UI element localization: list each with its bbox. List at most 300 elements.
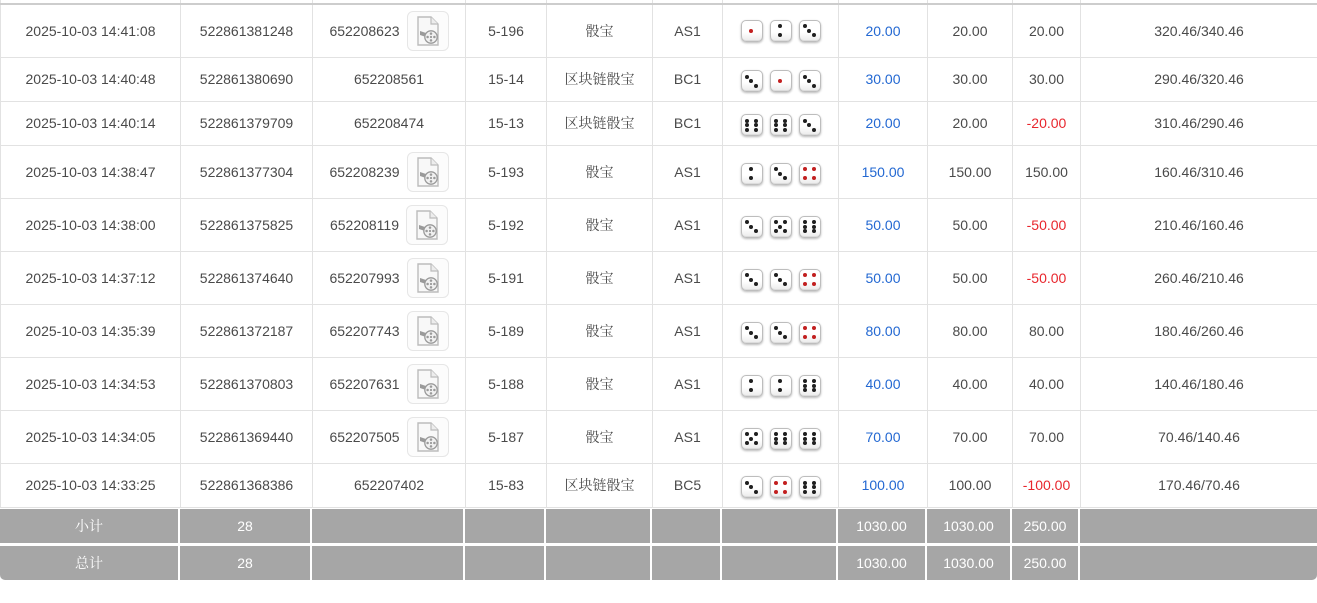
win-loss-cell: 40.00 — [1013, 357, 1081, 410]
die-pip — [745, 326, 749, 330]
round-cell — [313, 410, 466, 463]
die-face-4 — [799, 322, 821, 344]
game-name-cell: 骰宝 — [547, 304, 653, 357]
dice-result-cell — [723, 251, 839, 304]
die-face-6 — [799, 375, 821, 397]
footer-bet-total: 1030.00 — [838, 546, 927, 580]
round-number: 652207631 — [329, 375, 400, 392]
die-pip — [803, 119, 807, 123]
dice-group — [741, 114, 821, 136]
die-pip — [783, 481, 787, 485]
film-icon — [415, 157, 441, 187]
bet-amount-link[interactable]: 30.00 — [865, 71, 901, 87]
die-pip — [812, 229, 816, 233]
die-pip — [749, 485, 753, 489]
win-loss-cell: 30.00 — [1013, 57, 1081, 101]
die-pip — [812, 220, 816, 224]
bet-amount-link[interactable]: 50.00 — [865, 216, 901, 233]
period-cell: 15-14 — [466, 57, 547, 101]
bet-amount-cell — [839, 57, 928, 101]
die-face-6 — [741, 114, 763, 136]
dice-result-cell — [723, 57, 839, 101]
game-name-cell: 骰宝 — [547, 198, 653, 251]
round-cell — [313, 101, 466, 145]
video-replay-button[interactable] — [407, 417, 449, 457]
footer-count: 28 — [180, 546, 312, 580]
dice-group — [741, 375, 821, 397]
game-name-cell: 骰宝 — [547, 357, 653, 410]
bet-amount-link[interactable]: 80.00 — [865, 322, 901, 339]
period-cell: 5-193 — [466, 145, 547, 198]
footer-winloss-total: 250.00 — [1012, 509, 1080, 543]
round-content — [329, 152, 448, 192]
die-face-6 — [770, 114, 792, 136]
video-replay-button[interactable] — [407, 258, 449, 298]
die-pip — [749, 167, 753, 171]
period-cell: 5-189 — [466, 304, 547, 357]
die-pip — [749, 331, 753, 335]
video-replay-button[interactable] — [407, 152, 449, 192]
video-replay-button[interactable] — [406, 205, 448, 245]
dice-group — [741, 428, 821, 450]
round-content — [329, 417, 448, 457]
period-cell: 5-196 — [466, 4, 547, 57]
die-pip — [783, 119, 787, 123]
period-cell: 5-192 — [466, 198, 547, 251]
die-pip — [754, 128, 758, 132]
bet-id-cell: 522861372187 — [181, 304, 313, 357]
die-pip — [783, 282, 787, 286]
balance-cell: 260.46/210.46 — [1081, 251, 1317, 304]
record-row — [1, 4, 1317, 57]
die-pip — [783, 490, 787, 494]
die-pip — [812, 379, 816, 383]
table-code-cell: BC5 — [653, 463, 723, 507]
balance-cell: 320.46/340.46 — [1081, 4, 1317, 57]
bet-id-cell: 522861377304 — [181, 145, 313, 198]
round-cell — [313, 57, 466, 101]
die-face-3 — [741, 476, 763, 498]
film-icon — [415, 263, 441, 293]
die-pip — [749, 176, 753, 180]
die-pip — [803, 176, 807, 180]
die-face-3 — [741, 269, 763, 291]
footer-empty — [546, 509, 652, 543]
die-pip — [803, 273, 807, 277]
bet-time-cell: 2025-10-03 14:38:00 — [1, 198, 181, 251]
valid-amount-cell: 50.00 — [928, 251, 1013, 304]
win-loss-cell: 80.00 — [1013, 304, 1081, 357]
die-pip — [803, 326, 807, 330]
bet-amount-link[interactable]: 150.00 — [861, 163, 905, 180]
table-code-cell: AS1 — [653, 410, 723, 463]
bet-amount-cell — [839, 198, 928, 251]
total-row — [0, 546, 1317, 580]
round-number: 652208474 — [353, 115, 425, 131]
valid-amount-cell: 100.00 — [928, 463, 1013, 507]
die-pip — [807, 123, 811, 127]
die-pip — [745, 128, 749, 132]
die-pip — [754, 432, 758, 436]
bet-amount-link[interactable]: 40.00 — [865, 375, 901, 392]
die-pip — [783, 220, 787, 224]
die-face-6 — [799, 476, 821, 498]
die-pip — [803, 485, 807, 489]
dice-result-cell — [723, 198, 839, 251]
record-row — [1, 463, 1317, 507]
die-face-3 — [799, 20, 821, 42]
die-face-6 — [799, 216, 821, 238]
balance-cell: 170.46/70.46 — [1081, 463, 1317, 507]
die-face-6 — [799, 428, 821, 450]
die-pip — [803, 229, 807, 233]
round-cell — [313, 145, 466, 198]
table-code-cell: BC1 — [653, 57, 723, 101]
dice-result-cell — [723, 304, 839, 357]
die-pip — [807, 29, 811, 33]
die-pip — [783, 432, 787, 436]
video-replay-button[interactable] — [407, 364, 449, 404]
die-pip — [754, 123, 758, 127]
die-pip — [783, 441, 787, 445]
die-face-3 — [741, 70, 763, 92]
bet-id-cell: 522861380690 — [181, 57, 313, 101]
film-icon — [414, 210, 440, 240]
dice-result-cell — [723, 463, 839, 507]
footer-bet-total: 1030.00 — [838, 509, 927, 543]
win-loss-cell: 150.00 — [1013, 145, 1081, 198]
die-pip — [774, 490, 778, 494]
game-name-cell: 区块链骰宝 — [547, 57, 653, 101]
die-pip — [812, 282, 816, 286]
die-pip — [749, 79, 753, 83]
die-pip — [774, 481, 778, 485]
bet-id-cell: 522861369440 — [181, 410, 313, 463]
die-pip — [749, 437, 753, 441]
die-pip — [754, 490, 758, 494]
round-number: 652207505 — [329, 428, 400, 445]
die-pip — [803, 490, 807, 494]
die-pip — [745, 75, 749, 79]
valid-amount-cell: 30.00 — [928, 57, 1013, 101]
bet-amount-cell — [839, 410, 928, 463]
die-pip — [812, 167, 816, 171]
die-pip — [745, 432, 749, 436]
dice-result-cell — [723, 357, 839, 410]
die-pip — [774, 326, 778, 330]
die-pip — [778, 172, 782, 176]
die-pip — [783, 335, 787, 339]
bet-amount-link[interactable]: 50.00 — [865, 269, 901, 286]
film-icon — [415, 316, 441, 346]
die-face-1 — [770, 70, 792, 92]
round-cell — [313, 198, 466, 251]
die-pip — [812, 84, 816, 88]
die-pip — [745, 123, 749, 127]
round-cell — [313, 304, 466, 357]
bet-id-cell: 522861370803 — [181, 357, 313, 410]
die-pip — [745, 273, 749, 277]
die-face-5 — [741, 428, 763, 450]
die-pip — [803, 384, 807, 388]
die-pip — [783, 176, 787, 180]
die-pip — [803, 481, 807, 485]
die-face-5 — [770, 216, 792, 238]
die-pip — [803, 220, 807, 224]
round-number: 652207402 — [353, 477, 425, 493]
round-content — [329, 311, 448, 351]
footer-empty — [465, 546, 546, 580]
record-row — [1, 145, 1317, 198]
footer-label: 小计 — [0, 509, 180, 543]
round-number: 652208561 — [353, 71, 425, 87]
valid-amount-cell: 50.00 — [928, 198, 1013, 251]
subtotal-row — [0, 509, 1317, 543]
footer-empty — [312, 509, 465, 543]
bet-amount-cell — [839, 251, 928, 304]
die-face-2 — [770, 20, 792, 42]
die-face-3 — [770, 163, 792, 185]
die-pip — [783, 128, 787, 132]
die-pip — [774, 229, 778, 233]
die-face-2 — [741, 163, 763, 185]
die-pip — [745, 119, 749, 123]
footer-empty — [652, 546, 722, 580]
die-pip — [812, 485, 816, 489]
die-pip — [774, 167, 778, 171]
balance-cell: 160.46/310.46 — [1081, 145, 1317, 198]
die-pip — [774, 441, 778, 445]
balance-cell: 310.46/290.46 — [1081, 101, 1317, 145]
balance-cell: 210.46/160.46 — [1081, 198, 1317, 251]
die-pip — [749, 278, 753, 282]
die-face-4 — [799, 163, 821, 185]
round-number: 652207743 — [329, 322, 400, 339]
win-loss-cell: -20.00 — [1013, 101, 1081, 145]
die-pip — [812, 437, 816, 441]
die-pip — [774, 128, 778, 132]
die-pip — [778, 278, 782, 282]
valid-amount-cell: 40.00 — [928, 357, 1013, 410]
round-cell — [313, 357, 466, 410]
dice-group — [741, 322, 821, 344]
video-replay-button[interactable] — [407, 11, 449, 51]
bet-amount-cell — [839, 357, 928, 410]
win-loss-cell: 70.00 — [1013, 410, 1081, 463]
die-face-3 — [799, 114, 821, 136]
die-face-3 — [799, 70, 821, 92]
period-cell: 5-187 — [466, 410, 547, 463]
bet-time-cell: 2025-10-03 14:34:05 — [1, 410, 181, 463]
valid-amount-cell: 20.00 — [928, 4, 1013, 57]
round-number: 652208623 — [329, 22, 400, 39]
die-pip — [812, 225, 816, 229]
footer-empty — [652, 509, 722, 543]
bet-amount-link[interactable]: 70.00 — [865, 428, 901, 445]
die-face-3 — [770, 269, 792, 291]
footer-winloss-total: 250.00 — [1012, 546, 1080, 580]
die-face-6 — [770, 428, 792, 450]
die-pip — [803, 441, 807, 445]
die-pip — [749, 388, 753, 392]
bet-id-cell: 522861379709 — [181, 101, 313, 145]
die-face-3 — [741, 216, 763, 238]
bet-time-cell: 2025-10-03 14:35:39 — [1, 304, 181, 357]
game-name-cell: 区块链骰宝 — [547, 101, 653, 145]
dice-result-cell — [723, 4, 839, 57]
valid-amount-cell: 20.00 — [928, 101, 1013, 145]
die-pip — [778, 33, 782, 37]
die-pip — [803, 335, 807, 339]
die-pip — [774, 437, 778, 441]
bet-amount-link[interactable]: 20.00 — [865, 22, 901, 39]
die-pip — [812, 432, 816, 436]
table-code-cell: BC1 — [653, 101, 723, 145]
round-content — [329, 258, 448, 298]
balance-cell: 180.46/260.46 — [1081, 304, 1317, 357]
die-pip — [783, 437, 787, 441]
bet-amount-link[interactable]: 20.00 — [865, 115, 901, 131]
footer-empty — [722, 546, 838, 580]
die-pip — [754, 441, 758, 445]
footer-valid-total: 1030.00 — [927, 546, 1012, 580]
bet-amount-cell — [839, 4, 928, 57]
die-pip — [807, 79, 811, 83]
balance-cell: 70.46/140.46 — [1081, 410, 1317, 463]
bet-id-cell: 522861381248 — [181, 4, 313, 57]
bet-id-cell: 522861374640 — [181, 251, 313, 304]
record-row — [1, 198, 1317, 251]
record-row — [1, 357, 1317, 410]
balance-cell: 140.46/180.46 — [1081, 357, 1317, 410]
die-pip — [812, 490, 816, 494]
record-row — [1, 251, 1317, 304]
die-pip — [812, 176, 816, 180]
die-pip — [803, 75, 807, 79]
die-pip — [778, 225, 782, 229]
round-number: 652208119 — [329, 216, 400, 233]
footer-label: 总计 — [0, 546, 180, 580]
game-name-cell: 骰宝 — [547, 4, 653, 57]
die-pip — [812, 326, 816, 330]
record-row — [1, 57, 1317, 101]
bet-time-cell: 2025-10-03 14:34:53 — [1, 357, 181, 410]
bet-time-cell: 2025-10-03 14:41:08 — [1, 4, 181, 57]
die-pip — [774, 220, 778, 224]
footer-empty — [312, 546, 465, 580]
die-face-2 — [741, 375, 763, 397]
die-pip — [803, 225, 807, 229]
round-content — [330, 205, 448, 245]
bet-amount-cell — [839, 463, 928, 507]
records-table-body — [1, 0, 1317, 507]
round-content — [329, 11, 448, 51]
table-code-cell: AS1 — [653, 4, 723, 57]
die-pip — [754, 282, 758, 286]
bet-amount-cell — [839, 304, 928, 357]
die-face-3 — [741, 322, 763, 344]
die-pip — [754, 84, 758, 88]
die-pip — [754, 229, 758, 233]
summary-footer — [0, 509, 1317, 580]
record-row — [1, 304, 1317, 357]
round-content — [354, 477, 424, 493]
footer-valid-total: 1030.00 — [927, 509, 1012, 543]
die-pip — [778, 79, 782, 83]
die-pip — [812, 441, 816, 445]
die-pip — [774, 123, 778, 127]
record-row — [1, 101, 1317, 145]
die-pip — [749, 225, 753, 229]
balance-cell: 290.46/320.46 — [1081, 57, 1317, 101]
period-cell: 5-188 — [466, 357, 547, 410]
die-pip — [803, 437, 807, 441]
win-loss-cell: 20.00 — [1013, 4, 1081, 57]
record-row — [1, 410, 1317, 463]
table-code-cell: AS1 — [653, 357, 723, 410]
die-pip — [774, 432, 778, 436]
dice-result-cell — [723, 145, 839, 198]
die-pip — [783, 229, 787, 233]
die-pip — [749, 379, 753, 383]
dice-group — [741, 269, 821, 291]
die-pip — [812, 335, 816, 339]
bet-amount-link[interactable]: 100.00 — [861, 477, 905, 493]
footer-empty — [1080, 546, 1317, 580]
round-number: 652208239 — [329, 163, 400, 180]
bet-time-cell: 2025-10-03 14:37:12 — [1, 251, 181, 304]
round-number: 652207993 — [329, 269, 400, 286]
die-pip — [754, 119, 758, 123]
round-content — [354, 115, 424, 131]
die-pip — [812, 388, 816, 392]
video-replay-button[interactable] — [407, 311, 449, 351]
dice-group — [741, 20, 821, 42]
bet-amount-cell — [839, 145, 928, 198]
bet-amount-cell — [839, 101, 928, 145]
table-code-cell: AS1 — [653, 198, 723, 251]
period-cell: 15-83 — [466, 463, 547, 507]
dice-group — [741, 163, 821, 185]
die-face-3 — [770, 322, 792, 344]
dice-group — [741, 216, 821, 238]
die-pip — [803, 282, 807, 286]
table-code-cell: AS1 — [653, 251, 723, 304]
round-cell — [313, 463, 466, 507]
footer-empty — [1080, 509, 1317, 543]
footer-empty — [465, 509, 546, 543]
footer-count: 28 — [180, 509, 312, 543]
die-pip — [812, 33, 816, 37]
die-pip — [803, 167, 807, 171]
die-pip — [803, 388, 807, 392]
game-name-cell: 区块链骰宝 — [547, 463, 653, 507]
die-pip — [745, 220, 749, 224]
die-pip — [783, 123, 787, 127]
valid-amount-cell: 150.00 — [928, 145, 1013, 198]
round-cell — [313, 4, 466, 57]
win-loss-cell: -100.00 — [1013, 463, 1081, 507]
die-pip — [778, 388, 782, 392]
bet-time-cell: 2025-10-03 14:33:25 — [1, 463, 181, 507]
die-face-4 — [799, 269, 821, 291]
valid-amount-cell: 70.00 — [928, 410, 1013, 463]
round-content — [329, 364, 448, 404]
bet-time-cell: 2025-10-03 14:40:14 — [1, 101, 181, 145]
die-pip — [812, 481, 816, 485]
dice-result-cell — [723, 101, 839, 145]
win-loss-cell: -50.00 — [1013, 198, 1081, 251]
